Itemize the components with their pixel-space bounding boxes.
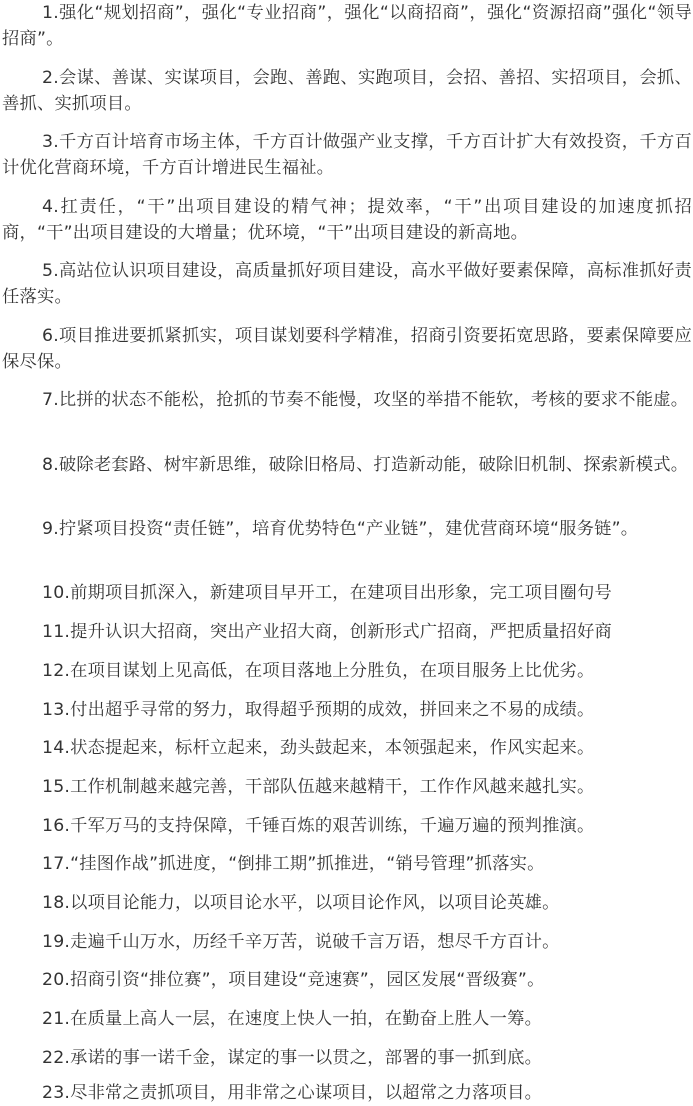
paragraph-2: 2.会谋、善谋、实谋项目，会跑、善跑、实跑项目，会招、善招、实招项目，会抓、善抓、实抓项目。 xyxy=(2,68,692,114)
paragraph-8: 8.破除老套路、树牢新思维，破除旧格局、打造新动能，破除旧机制、探索新模式。 xyxy=(42,455,689,475)
paragraph-9: 9.拧紧项目投资“责任链”，培育优势特色“产业链”，建优营商环境“服务链”。 xyxy=(42,519,639,539)
paragraph-14: 14.状态提起来，标杆立起来，劲头鼓起来，本领强起来，作风实起来。 xyxy=(42,738,595,758)
paragraph-4: 4.扛责任，“干”出项目建设的精气神；提效率，“干”出项目建设的加速度抓招商，“干”出项目建设的大增量；优环境，“干”出项目建设的新高地。 xyxy=(2,197,692,243)
paragraph-6: 6.项目推进要抓紧抓实，项目谋划要科学精准，招商引资要拓宽思路，要素保障要应保尽保。 xyxy=(2,326,692,372)
paragraph-12: 12.在项目谋划上见高低，在项目落地上分胜负，在项目服务上比优劣。 xyxy=(42,661,595,681)
paragraph-5: 5.高站位认识项目建设，高质量抓好项目建设，高水平做好要素保障，高标准抓好责任落实。 xyxy=(2,261,692,307)
paragraph-11: 11.提升认识大招商，突出产业招大商，创新形式广招商，严把质量招好商 xyxy=(42,622,613,642)
paragraph-1: 1.强化“规划招商”，强化“专业招商”，强化“以商招商”，强化“资源招商”强化“领导招商”。 xyxy=(2,3,692,49)
paragraph-20: 20.招商引资“排位赛”，项目建设“竞速赛”，园区发展“晋级赛”。 xyxy=(42,970,545,990)
paragraph-18: 18.以项目论能力，以项目论水平，以项目论作风，以项目论英雄。 xyxy=(42,893,560,913)
paragraph-15: 15.工作机制越来越完善，干部队伍越来越精干，工作作风越来越扎实。 xyxy=(42,777,595,797)
paragraph-23: 23.尽非常之责抓项目，用非常之心谋项目，以超常之力落项目。 xyxy=(42,1083,543,1103)
paragraph-17: 17.“挂图作战”抓进度，“倒排工期”抓推进，“销号管理”抓落实。 xyxy=(42,854,545,874)
paragraph-3: 3.千方百计培育市场主体，千方百计做强产业支撑，千方百计扩大有效投资，千方百计优化营商环境，千方百计增进民生福祉。 xyxy=(2,132,692,178)
paragraph-10: 10.前期项目抓深入，新建项目早开工，在建项目出形象，完工项目圈句号 xyxy=(42,583,613,603)
paragraph-16: 16.千军万马的支持保障，千锤百炼的艰苦训练，千遍万遍的预判推演。 xyxy=(42,816,595,836)
paragraph-22: 22.承诺的事一诺千金，谋定的事一以贯之，部署的事一抓到底。 xyxy=(42,1048,543,1068)
paragraph-7: 7.比拼的状态不能松，抢抓的节奏不能慢，攻坚的举措不能软，考核的要求不能虚。 xyxy=(42,390,689,410)
paragraph-21: 21.在质量上高人一层，在速度上快人一拍，在勤奋上胜人一筹。 xyxy=(42,1009,543,1029)
paragraph-13: 13.付出超乎寻常的努力，取得超乎预期的成效，拼回来之不易的成绩。 xyxy=(42,700,595,720)
paragraph-19: 19.走遍千山万水，历经千辛万苦，说破千言万语，想尽千方百计。 xyxy=(42,932,560,952)
